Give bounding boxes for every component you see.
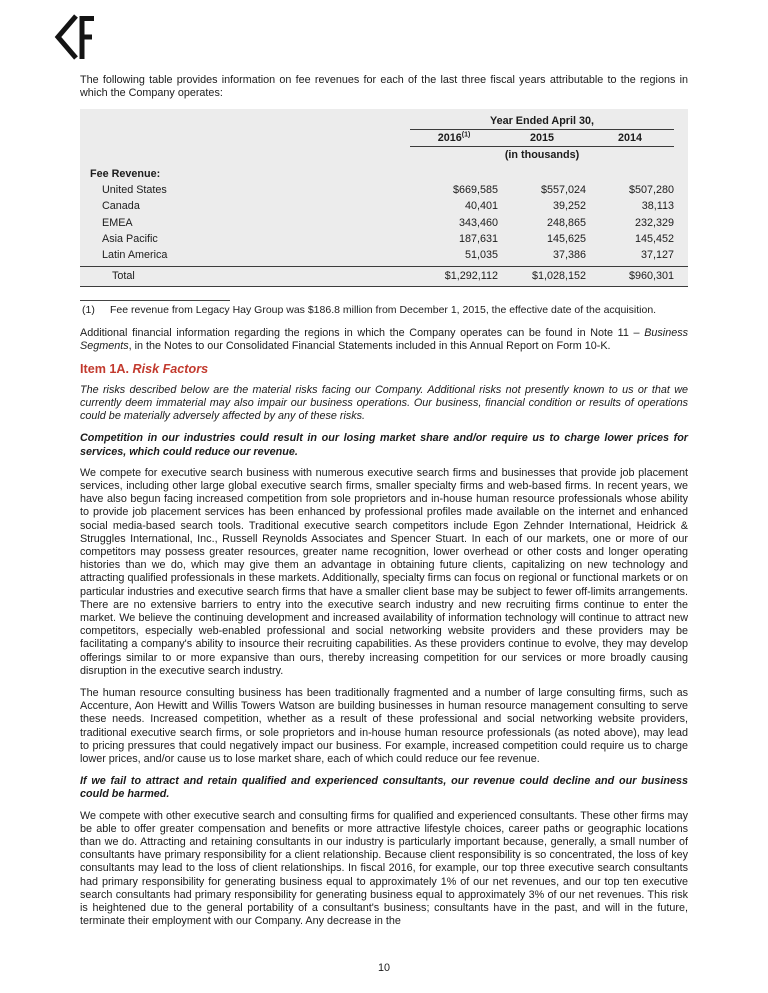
table-row-emea xyxy=(80,215,688,231)
total-2015: $1,028,152 xyxy=(531,269,586,282)
korn-ferry-logo xyxy=(50,14,94,64)
note-italic: Business Segments xyxy=(80,327,688,353)
table-units-row xyxy=(80,147,688,164)
risk-intro-paragraph: The risks described below are the material risks facing our Company. Additional risks not presently known to us or that we currently deem immaterial may also impair our business operations. Our business, financial condition or results of operations could be materially adversely affected by any of these risks. xyxy=(80,383,688,423)
cell-2015: 248,865 xyxy=(546,216,586,229)
cell-2016: 187,631 xyxy=(458,232,498,245)
table-row-canada xyxy=(80,199,688,215)
cell-2014: 145,452 xyxy=(634,232,674,245)
table-total-row xyxy=(80,266,688,287)
table-row-asia-pacific xyxy=(80,231,688,247)
footnote-marker: (1) xyxy=(82,303,95,316)
total-2016: $1,292,112 xyxy=(444,269,498,282)
note-pre: Additional financial information regarding the regions in which the Company operates can be found in Note 11 – xyxy=(80,327,645,340)
table-period-header: Year Ended April 30, xyxy=(410,115,674,129)
column-header-2014: 2014 xyxy=(617,131,643,144)
competition-paragraph: We compete for executive search business with numerous executive search firms and businesses that provide job placement services, including other large global executive search firms, smaller specialty firms and web-based firms. In recent years, we have also begun facing increased competition from sole proprietors and in-house human resource professionals whose ability to provide job placement services has been enhanced by professional profiles made available on the internet and enhanced social media-based search tools. Traditional executive search competitors include Egon Zehnder International, Heidrick & Struggles International, Inc., Russell Reynolds Associates and Spencer Stuart. In each of our markets, one or more of our competitors may possess greater resources, greater name recognition, lower overhead or other costs and longer operating histories than we do, which may give them an advantage in obtaining future clients, capitalizing on new technology and attracting qualified professionals in these markets. Additionally, specialty firms can focus on regional or functional markets or on particular industries and executive search firms that have a smaller client base may be subject to fewer off-limits arrangements. There are no extensive barriers to entry into the executive search industry and new recruiting firms continue to enter the market. We believe the continuing development and increased availability of information technology will continue to attract new competitors, especially web-enabled professional and social networking website providers and these providers may be facilitating a company's ability to insource their recruiting capabilities. As these providers continue to evolve, they may develop offerings similar to or more expansive than ours, thereby increasing competition for our services or more broadly causing disruption in the executive search industry. xyxy=(80,466,688,677)
table-units-label: (in thousands) xyxy=(504,148,580,161)
column-header-2015: 2015 xyxy=(529,131,555,144)
cell-2015: 145,625 xyxy=(546,232,586,245)
table-section-row xyxy=(80,164,688,183)
footnote-separator xyxy=(80,300,230,301)
table-year-header-row xyxy=(80,130,688,147)
table-row-united-states xyxy=(80,183,688,199)
risk-subheading-consultants: If we fail to attract and retain qualified and experienced consultants, our revenue could decline and our business could be harmed. xyxy=(80,775,688,801)
table-section-label: Fee Revenue: xyxy=(90,168,161,181)
korn-ferry-logo-mark xyxy=(50,14,94,60)
cell-2016: 343,460 xyxy=(458,216,498,229)
total-label: Total xyxy=(112,269,135,282)
footnote-text: Fee revenue from Legacy Hay Group was $186.8 million from December 1, 2015, the effective date of the acquisition. xyxy=(110,303,657,316)
consultants-paragraph: We compete with other executive search and consulting firms for qualified and experienced consultants. These other firms may be able to offer greater compensation and benefits or more attractive lifestyle choices, career paths or geographic locations than we do. Attracting and retaining consultants in our industry is particularly important because, generally, a small number of consultants have primary responsibility for a client relationship. Because client responsibility is so concentrated, the loss of key consultants may lead to the loss of client relationships. In fiscal 2016, for example, our top three executive search consultants had primary responsibility for generating business equal to approximately 1% of our net revenues, and our top ten executive search consultants had primary responsibility for generating business equal to approximately 3% of our net revenues. This risk is heightened due to the general portability of a consultant's business; consultants have in the past, and will in the future, terminate their employment with our Company. Any decrease in the xyxy=(80,809,688,928)
cell-2014: $507,280 xyxy=(628,184,674,197)
row-label: Latin America xyxy=(102,249,168,262)
cell-2014: 38,113 xyxy=(641,200,674,213)
cell-2016: $669,585 xyxy=(452,184,498,197)
item-1a-heading xyxy=(80,363,688,376)
column-header-2016: 2016$^{(1)}$ xyxy=(437,131,471,144)
cell-2015: 37,386 xyxy=(552,249,586,262)
footnote-reference: (1) xyxy=(461,131,471,139)
risk-subheading-competition: Competition in our industries could result in our losing market share and/or require us to charge lower prices for services, which could reduce our revenue. xyxy=(80,432,688,458)
cell-2015: 39,252 xyxy=(552,200,586,213)
total-2014: $960,301 xyxy=(628,269,674,282)
intro-paragraph: The following table provides information on fee revenues for each of the last three fiscal years attributable to the regions in which the Company operates: xyxy=(80,74,688,100)
table-period-header-row xyxy=(80,115,688,129)
cell-2014: 37,127 xyxy=(640,249,674,262)
row-label: United States xyxy=(102,184,167,197)
cell-2014: 232,329 xyxy=(634,216,674,229)
item-number: Item 1A. xyxy=(80,361,129,376)
row-label: EMEA xyxy=(102,216,133,229)
cell-2016: 51,035 xyxy=(464,249,498,262)
segment-note-paragraph xyxy=(80,327,688,353)
fee-revenue-table xyxy=(80,109,688,287)
row-label: Canada xyxy=(102,200,140,213)
cell-2015: $557,024 xyxy=(540,184,586,197)
item-title: Risk Factors xyxy=(132,361,209,376)
page-number: 10 xyxy=(377,961,390,974)
table-row-latin-america xyxy=(80,248,688,264)
cell-2016: 40,401 xyxy=(464,200,498,213)
row-label: Asia Pacific xyxy=(102,232,158,245)
note-post: , in the Notes to our Consolidated Financial Statements included in this Annual Report on Form 10-K. xyxy=(128,340,611,353)
hr-consulting-paragraph: The human resource consulting business has been traditionally fragmented and a number of large consulting firms, such as Accenture, Aon Hewitt and Willis Towers Watson are building businesses in human resource management consulting to serve these needs. Increased competition, whether as a result of these professional and social networking website providers, traditional executive search firms, or sole proprietors and in-house human resource professionals (as noted above), may lead to pricing pressures that could negatively impact our business. For example, increased competition could require us to charge lower prices, and/or cause us to lose market share, each of which could reduce our fee revenue. xyxy=(80,687,688,766)
footnote xyxy=(80,304,688,317)
